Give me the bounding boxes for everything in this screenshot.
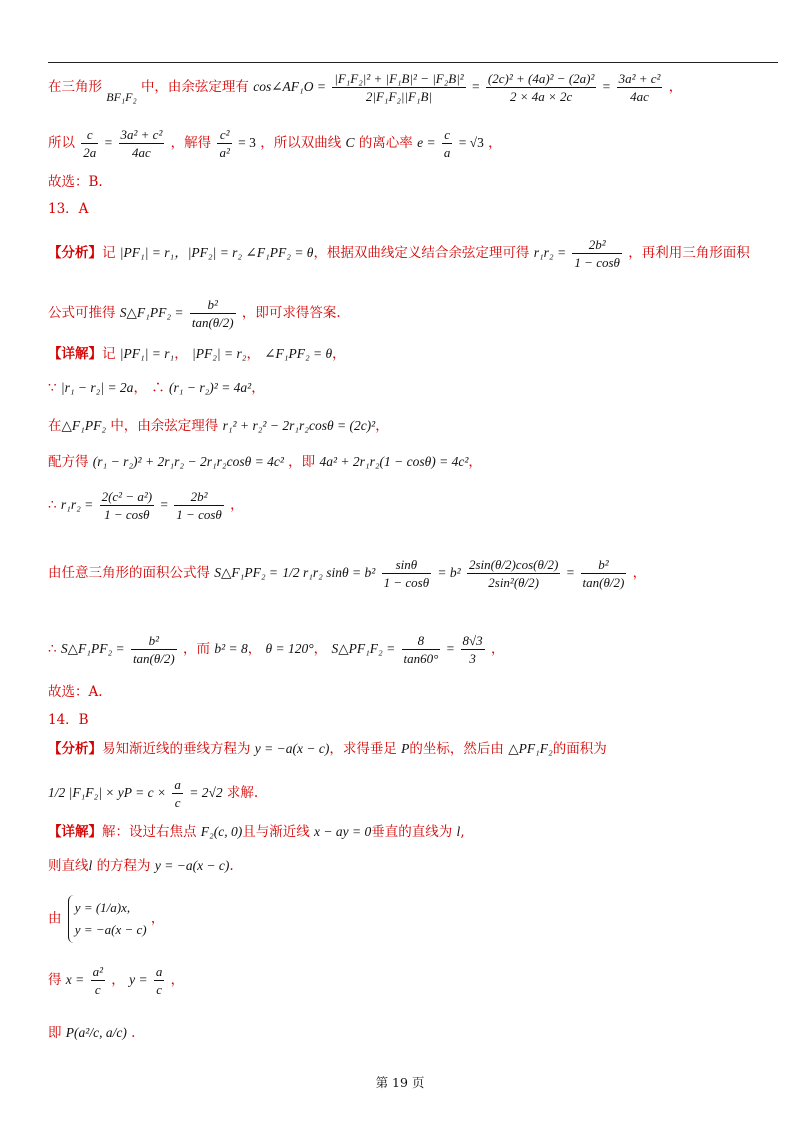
fraction: $\frac{\text{2b²}}{1 - \cos\theta}$: [176, 489, 222, 522]
line-eccentricity: 所以 $\frac{c}{2a}$ = $\frac{\text{3a² + c²}}{4ac}$ ，解得 $\frac{\text{c²}}{\text{a²}}$ = 3 ，所以双曲线 C 的离心率 e = $\frac{c}{a}$ = √3 ，: [48, 127, 502, 160]
detail-13: 【详解】记 |PF₁| = r₁， |PF₂| = r₂， ∠F₁PF₂ = θ，: [48, 346, 346, 362]
fraction: $\frac{\text{b²}}{\tan(\theta/2)}$: [582, 557, 625, 590]
question-heading-14: 14．B: [48, 712, 89, 728]
fraction: $\frac{\text{(2c)² + (4a)² − (2a)²}}{2 \times 4a \times 2c}$: [487, 71, 595, 104]
detail-13-area: 由任意三角形的面积公式得 S△F₁PF₂ = 1/2 r₁r₂ sinθ = b² $\frac{\sin\theta}{1 - \cos\theta}$ = b² $\frac{2\sin(\theta/2)\cos(\theta/2)}{\text{2sin²(θ/2)}}$ = $\frac{\text{b²}}{\tan(\theta/2)}$ ，: [48, 557, 647, 590]
fraction: $\frac{\text{2(c² − a²)}}{1 - \cos\theta}$: [101, 489, 153, 522]
fraction: $\frac{a}{c}$: [174, 777, 181, 810]
fraction: $\frac{8√3}{3}$: [462, 633, 483, 666]
page-footer: 第 19 页: [375, 1075, 425, 1090]
detail-13-step: ∴ r₁r₂ = $\frac{\text{2(c² − a²)}}{1 - \cos\theta}$ = $\frac{\text{2b²}}{1 - \cos\theta}$ ，: [48, 489, 244, 522]
detail-14: 【详解】解：设过右焦点 F₂(c, 0)且与渐近线 x − ay = 0垂直的直线为 l,: [48, 824, 465, 840]
fraction: $\frac{\text{3a² + c²}}{4ac}$: [120, 127, 163, 160]
fraction: $\frac{8}{\tan 60^\circ}$: [403, 633, 439, 666]
fraction: $\frac{\text{2b²}}{1 - \cos\theta}$: [574, 237, 620, 270]
analysis-13: 【分析】记 |PF₁| = r₁，|PF₂| = r₂ ∠F₁PF₂ = θ，根据双曲线定义结合余弦定理可得 r₁r₂ = $\frac{\text{2b²}}{1 - \cos\theta}$ ，再利用三角形面积: [48, 237, 750, 270]
fraction: $\frac{\text{3a² + c²}}{4ac}$: [618, 71, 661, 104]
fraction: $\frac{\text{a²}}{c}$: [92, 964, 103, 997]
detail-14-solution: 得 x = $\frac{\text{a²}}{c}$ ， y = $\frac{a}{c}$ ，: [48, 964, 185, 997]
detail-14-line: 则直线l 的方程为 y = −a(x − c).: [48, 858, 234, 874]
fraction: $\frac{\text{c²}}{\text{a²}}$: [219, 127, 230, 160]
analysis-14: 【分析】易知渐近线的垂线方程为 y = −a(x − c)，求得垂足 P的坐标，然后由 △PF₁F₂的面积为: [48, 741, 607, 757]
detail-tag: 【详解】: [48, 346, 102, 362]
text: 中，由余弦定理有: [140, 79, 249, 95]
fraction: $\frac{a}{c}$: [155, 964, 163, 997]
fraction: $\frac{\sin\theta}{1 - \cos\theta}$: [383, 557, 430, 590]
answer-line-13: 故选：A.: [48, 684, 103, 700]
equation-system: y = (1/a)x, y = −a(x − c): [68, 895, 147, 943]
analysis-13-cont: 公式可推得 S△F₁PF₂ = $\frac{\text{b²}}{\tan(\theta/2)}$ ，即可求得答案.: [48, 297, 341, 330]
fraction: $\frac{c}{2a}$: [83, 127, 97, 160]
detail-13-step: 配方得 (r₁ − r₂)² + 2r₁r₂ − 2r₁r₂cosθ = 4c² ，即 4a² + 2r₁r₂(1 − cosθ) = 4c²，: [48, 454, 482, 470]
fraction: $\frac{\text{b²}}{\tan(\theta/2)}$: [191, 297, 234, 330]
analysis-tag: 【分析】: [48, 741, 102, 757]
detail-13-step: ∵ |r₁ − r₂| = 2a， ∴ (r₁ − r₂)² = 4a²，: [48, 380, 265, 396]
line-cosine-angle: 在三角形 BF₁F₂ 中，由余弦定理有 cos∠AF₁O = $\frac{\text{|F₁F₂|² + |F₁B|² − |F₂B|²}}{\text{2|F₁F₂||F₁B|}}$ = $\frac{\text{(2c)² + (4a)² − (2a)²}}{2 \times 4a \times 2c}$ = $\frac{\text{3a² + c²}}{4ac}$ ，: [48, 71, 683, 104]
detail-14-system: 由 y = (1/a)x, y = −a(x − c) ，: [48, 895, 164, 943]
detail-13-step: 在△F₁PF₂ 中，由余弦定理得 r₁² + r₂² − 2r₁r₂cosθ = (2c)²，: [48, 418, 389, 434]
analysis-tag: 【分析】: [48, 245, 102, 261]
header-rule: [48, 62, 778, 63]
fraction: $\frac{c}{a}$: [443, 127, 451, 160]
fraction: $\frac{\text{b²}}{\tan(\theta/2)}$: [132, 633, 175, 666]
detail-13-result: ∴ S△F₁PF₂ = $\frac{\text{b²}}{\tan(\theta/2)}$ ，而 b² = 8， θ = 120°， S△PF₁F₂ = $\frac{8}{\tan 60^\circ}$ = $\frac{8√3}{3}$ ，: [48, 633, 505, 666]
fraction: $\frac{2\sin(\theta/2)\cos(\theta/2)}{\text{2sin²(θ/2)}}$: [468, 557, 559, 590]
detail-14-point: 即 P(a²/c, a/c) .: [48, 1025, 136, 1041]
question-heading-13: 13．A: [48, 201, 89, 217]
triangle-label: BF₁F₂: [106, 90, 137, 104]
math: cos∠AF₁O =: [253, 79, 326, 94]
fraction: $\frac{\text{|F₁F₂|² + |F₁B|² − |F₂B|²}}{\text{2|F₁F₂||F₁B|}}$: [334, 71, 464, 104]
answer-line-12: 故选：B.: [48, 174, 103, 190]
analysis-14-cont: 1/2 |F₁F₂| × yP = c × $\frac{a}{c}$ = 2√2 求解.: [48, 777, 259, 810]
text: 在三角形: [48, 79, 102, 95]
detail-tag: 【详解】: [48, 824, 102, 840]
